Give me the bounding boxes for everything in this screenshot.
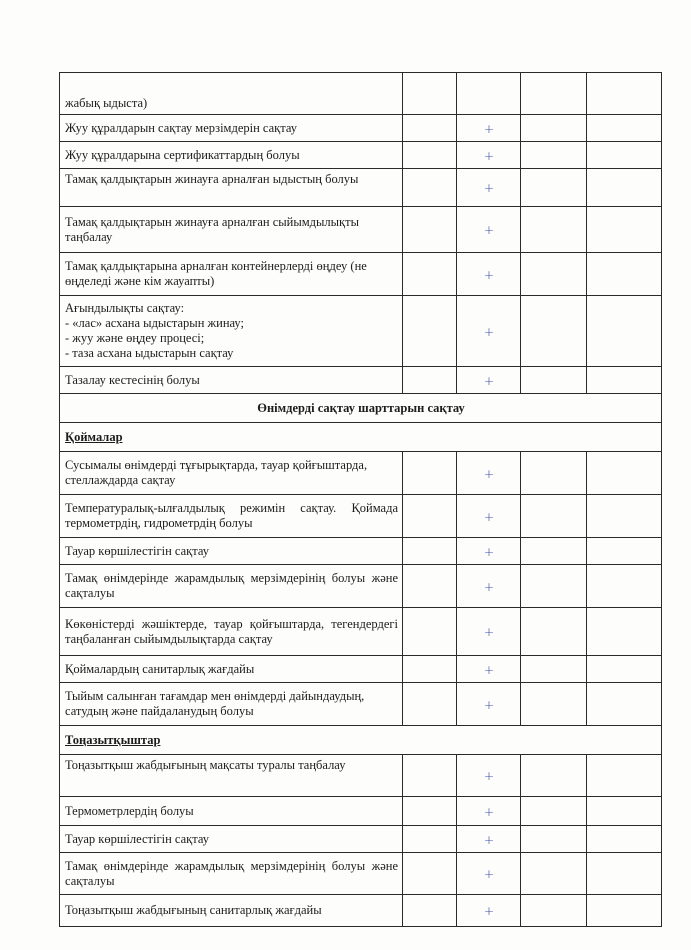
table-row xyxy=(60,452,662,495)
table-row xyxy=(60,755,662,797)
check-mark: + xyxy=(457,853,521,895)
table-row xyxy=(60,253,662,296)
criterion-cell: Тауар көршілестігін сақтау xyxy=(60,538,403,565)
empty-cell xyxy=(521,452,587,495)
check-mark: + xyxy=(457,169,521,207)
empty-cell xyxy=(587,495,662,538)
table-row xyxy=(60,895,662,927)
empty-cell xyxy=(403,495,457,538)
table-row xyxy=(60,142,662,169)
empty-cell xyxy=(521,115,587,142)
empty-cell xyxy=(521,142,587,169)
empty-cell xyxy=(587,895,662,927)
empty-cell xyxy=(587,253,662,296)
empty-cell xyxy=(403,608,457,656)
empty-cell xyxy=(587,755,662,797)
check-mark xyxy=(457,73,521,115)
criterion-line: - таза асхана ыдыстарын сақтау xyxy=(65,346,234,360)
empty-cell xyxy=(587,115,662,142)
check-mark: + xyxy=(457,895,521,927)
check-mark: + xyxy=(457,538,521,565)
table-row xyxy=(60,296,662,367)
empty-cell xyxy=(521,207,587,253)
empty-cell xyxy=(403,73,457,115)
criterion-cell: Тазалау кестесінің болуы xyxy=(60,367,403,394)
empty-cell xyxy=(403,538,457,565)
empty-cell xyxy=(587,73,662,115)
empty-cell xyxy=(521,495,587,538)
table-row xyxy=(60,797,662,826)
empty-cell xyxy=(587,853,662,895)
empty-cell xyxy=(587,608,662,656)
check-mark: + xyxy=(457,142,521,169)
empty-cell xyxy=(587,683,662,726)
criterion-cell: Тыйым салынған тағамдар мен өнімдерді дайындаудың, сатудың және пайдаланудың болуы xyxy=(60,683,403,726)
empty-cell xyxy=(403,797,457,826)
empty-cell xyxy=(403,755,457,797)
criterion-cell: жабық ыдыста) xyxy=(60,73,403,115)
check-mark: + xyxy=(457,253,521,296)
empty-cell xyxy=(521,169,587,207)
empty-cell xyxy=(521,683,587,726)
table-row xyxy=(60,538,662,565)
table-row xyxy=(60,826,662,853)
check-mark: + xyxy=(457,296,521,367)
empty-cell xyxy=(403,683,457,726)
empty-cell xyxy=(403,142,457,169)
criterion-cell: Тоңазытқыш жабдығының мақсаты туралы таңбалау xyxy=(60,755,403,797)
empty-cell xyxy=(403,169,457,207)
criterion-line: - жуу және өңдеу процесі; xyxy=(65,331,205,345)
empty-cell xyxy=(403,826,457,853)
criterion-cell: Тоңазытқыш жабдығының санитарлық жағдайы xyxy=(60,895,403,927)
empty-cell xyxy=(587,565,662,608)
check-mark: + xyxy=(457,656,521,683)
empty-cell xyxy=(403,115,457,142)
empty-cell xyxy=(587,207,662,253)
criterion-cell: Сусымалы өнімдерді тұғырықтарда, тауар қойғыштарда, стеллаждарда сақтау xyxy=(60,452,403,495)
empty-cell xyxy=(521,755,587,797)
check-mark: + xyxy=(457,608,521,656)
table-row xyxy=(60,565,662,608)
table-row xyxy=(60,683,662,726)
criterion-cell xyxy=(60,296,403,367)
table-row xyxy=(60,853,662,895)
criterion-cell: Температуралық-ылғалдылық режимін сақтау. Қоймада термометрдің, гидрометрдің болуы xyxy=(60,495,403,538)
check-mark: + xyxy=(457,115,521,142)
empty-cell xyxy=(521,538,587,565)
check-mark: + xyxy=(457,565,521,608)
check-mark: + xyxy=(457,683,521,726)
empty-cell xyxy=(403,853,457,895)
empty-cell xyxy=(521,367,587,394)
empty-cell xyxy=(403,367,457,394)
check-mark: + xyxy=(457,797,521,826)
check-mark: + xyxy=(457,755,521,797)
criterion-cell: Тамақ қалдықтарын жинауға арналған сыйымдылықты таңбалау xyxy=(60,207,403,253)
empty-cell xyxy=(521,797,587,826)
criterion-cell: Тамақ өнімдерінде жарамдылық мерзімдерінің болуы және сақталуы xyxy=(60,565,403,608)
section-row xyxy=(60,394,662,423)
empty-cell xyxy=(521,608,587,656)
empty-cell xyxy=(587,538,662,565)
empty-cell xyxy=(521,656,587,683)
check-mark: + xyxy=(457,367,521,394)
empty-cell xyxy=(521,296,587,367)
table-row xyxy=(60,495,662,538)
table-row xyxy=(60,608,662,656)
subsection-row xyxy=(60,423,662,452)
empty-cell xyxy=(403,565,457,608)
checklist-table xyxy=(59,72,662,927)
criterion-line: Ағындылықты сақтау: xyxy=(65,301,185,315)
empty-cell xyxy=(521,73,587,115)
table-row xyxy=(60,169,662,207)
section-title: Өнімдерді сақтау шарттарын сақтау xyxy=(60,394,662,423)
criterion-cell: Жуу құралдарына сертификаттардың болуы xyxy=(60,142,403,169)
empty-cell xyxy=(587,296,662,367)
criterion-cell: Термометрлердің болуы xyxy=(60,797,403,826)
table-row xyxy=(60,207,662,253)
criterion-cell: Тамақ өнімдерінде жарамдылық мерзімдерінің болуы және сақталуы xyxy=(60,853,403,895)
empty-cell xyxy=(403,253,457,296)
empty-cell xyxy=(521,853,587,895)
check-mark: + xyxy=(457,495,521,538)
empty-cell xyxy=(403,895,457,927)
empty-cell xyxy=(587,142,662,169)
empty-cell xyxy=(403,207,457,253)
check-mark: + xyxy=(457,207,521,253)
check-mark: + xyxy=(457,452,521,495)
criterion-cell: Жуу құралдарын сақтау мерзімдерін сақтау xyxy=(60,115,403,142)
empty-cell xyxy=(587,169,662,207)
criterion-cell: Көкөністерді жәшіктерде, тауар қойғыштарда, тегендердегі таңбаланған сыйымдылықтарда сақтау xyxy=(60,608,403,656)
criterion-cell: Тауар көршілестігін сақтау xyxy=(60,826,403,853)
subsection-row xyxy=(60,726,662,755)
table-row xyxy=(60,115,662,142)
empty-cell xyxy=(587,367,662,394)
empty-cell xyxy=(521,826,587,853)
criterion-cell: Тамақ қалдықтарына арналған контейнерлерді өңдеу (не өңделеді және кім жауапты) xyxy=(60,253,403,296)
empty-cell xyxy=(403,296,457,367)
empty-cell xyxy=(587,452,662,495)
criterion-line: - «лас» асхана ыдыстарын жинау; xyxy=(65,316,244,330)
empty-cell xyxy=(403,656,457,683)
empty-cell xyxy=(587,656,662,683)
table-row xyxy=(60,656,662,683)
table-row xyxy=(60,73,662,115)
empty-cell xyxy=(521,565,587,608)
check-mark: + xyxy=(457,826,521,853)
empty-cell xyxy=(521,895,587,927)
criterion-cell: Тамақ қалдықтарын жинауға арналған ыдыстың болуы xyxy=(60,169,403,207)
empty-cell xyxy=(403,452,457,495)
subsection-title: Тоңазытқыштар xyxy=(60,726,662,755)
subsection-title: Қоймалар xyxy=(60,423,662,452)
table-row xyxy=(60,367,662,394)
empty-cell xyxy=(587,797,662,826)
empty-cell xyxy=(587,826,662,853)
criterion-cell: Қоймалардың санитарлық жағдайы xyxy=(60,656,403,683)
empty-cell xyxy=(521,253,587,296)
